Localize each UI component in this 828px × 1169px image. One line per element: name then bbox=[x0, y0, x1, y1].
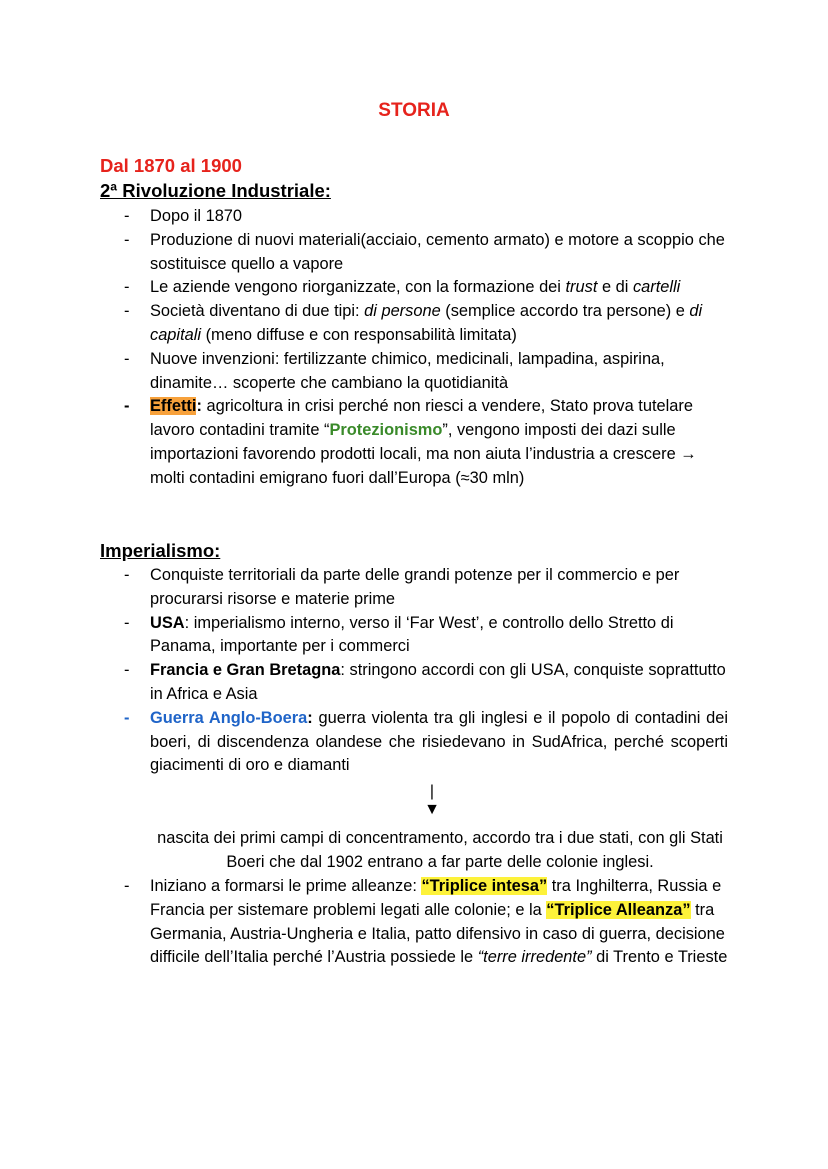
list-item-text: agricoltura in crisi perché non riesci a vendere, Stato prova tutelare lavoro contadini tramite “ bbox=[150, 397, 693, 440]
bullet-dash: - bbox=[124, 708, 130, 727]
term-di-persone: di persone bbox=[364, 302, 441, 321]
section-heading-industrial-revolution: 2ª Rivoluzione Industriale: bbox=[100, 180, 331, 201]
list-item-text: tra Germania, Austria-Ungheria e Italia, patto difensivo in caso di guerra, decisione difficile dell’Italia perché l’Austria possiede le bbox=[150, 900, 725, 967]
bullet-dash: - bbox=[124, 302, 130, 321]
term-guerra-anglo-boera: Guerra Anglo-Boera bbox=[150, 708, 308, 727]
bullet-dash: - bbox=[124, 566, 130, 584]
bullet-dash: - bbox=[124, 661, 130, 680]
arrow-line: | bbox=[429, 783, 435, 800]
list-item-text: : stringono accordi con gli USA, conquiste soprattutto in Africa e Asia bbox=[150, 661, 726, 703]
period-heading: Dal 1870 al 1900 bbox=[100, 155, 242, 176]
list-item bbox=[0, 875, 728, 970]
bullet-dash: - bbox=[124, 230, 130, 249]
term-protezionismo: Protezionismo bbox=[329, 421, 443, 440]
list-item bbox=[0, 229, 728, 277]
term-trust: trust bbox=[565, 278, 598, 297]
imperialismo-list bbox=[0, 564, 728, 778]
list-item-text: ”, vengono imposti dei dazi sulle importazioni favorendo prodotti locali, ma non aiuta l’industria a crescere → molti contadini emigrano fuori dall’Europa (≈30 mln) bbox=[150, 421, 697, 487]
list-item bbox=[0, 276, 728, 300]
list-item-text: Conquiste territoriali da parte delle grandi potenze per il commercio e per procurarsi risorse e materie prime bbox=[150, 566, 680, 608]
list-item bbox=[0, 564, 728, 612]
bullet-dash: - bbox=[124, 207, 130, 225]
list-item-text: Società diventano di due tipi: bbox=[150, 302, 365, 321]
list-item-text: Iniziano a formarsi le prime alleanze: bbox=[150, 877, 422, 895]
highlight-effetti: Effetti bbox=[150, 397, 197, 416]
label-colon: : bbox=[196, 397, 202, 416]
term-di-capitali: di capitali bbox=[150, 302, 703, 344]
term-cartelli: cartelli bbox=[632, 278, 681, 297]
list-item-text: (meno diffuse e con responsabilità limitata) bbox=[201, 325, 517, 344]
highlight-triplice-intesa: “Triplice intesa” bbox=[421, 877, 548, 895]
list-item bbox=[0, 707, 728, 778]
list-item-text: (semplice accordo tra persone) e bbox=[440, 302, 690, 321]
term-usa: USA bbox=[150, 613, 185, 632]
consequence-text: nascita dei primi campi di concentramento, accordo tra i due stati, con gli Stati Boeri che dal 1902 entrano a far parte delle colonie inglesi. bbox=[157, 829, 723, 871]
bullet-dash: - bbox=[124, 278, 130, 297]
bullet-dash: - bbox=[124, 613, 130, 632]
list-item-text: di Trento e Trieste bbox=[591, 948, 728, 967]
list-item bbox=[0, 659, 728, 707]
highlight-triplice-alleanza: “Triplice Alleanza” bbox=[546, 900, 691, 919]
term-francia-gran-bretagna: Francia e Gran Bretagna bbox=[150, 661, 341, 680]
arrow-head: ▼ bbox=[424, 801, 440, 818]
list-item-text: tra Inghilterra, Russia e Francia per sistemare problemi legati alle colonie; e la bbox=[150, 877, 722, 919]
page-title: STORIA bbox=[378, 100, 450, 121]
list-item bbox=[0, 612, 728, 660]
list-item-text: guerra violenta tra gli inglesi e il popolo di contadini dei boeri, di discendenza olandese che risiedevano in SudAfrica, perché scoperti giacimenti di oro e diamanti bbox=[150, 708, 728, 775]
down-arrow-icon bbox=[420, 783, 444, 819]
section-heading-imperialismo: Imperialismo: bbox=[100, 540, 221, 561]
bullet-dash: - bbox=[124, 397, 130, 416]
list-item-text: Dopo il 1870 bbox=[150, 207, 243, 225]
list-item-text: Nuove invenzioni: fertilizzante chimico, medicinali, lampadina, aspirina, dinamite… scoperte che cambiano la quotidianità bbox=[150, 349, 665, 392]
term-terre-irredente: “terre irredente” bbox=[477, 948, 592, 967]
list-item bbox=[0, 205, 728, 229]
bullet-dash: - bbox=[124, 877, 130, 895]
list-item-text: : imperialismo interno, verso il ‘Far West’, e controllo dello Stretto di Panama, importante per i commerci bbox=[150, 613, 674, 656]
list-item-text: Le aziende vengono riorganizzate, con la formazione dei bbox=[150, 278, 566, 297]
list-item bbox=[0, 348, 728, 396]
bullet-dash: - bbox=[124, 349, 130, 368]
list-item-text: e di bbox=[597, 278, 633, 297]
list-item bbox=[0, 395, 728, 490]
alliances-list bbox=[0, 875, 728, 970]
list-item-text: Produzione di nuovi materiali(acciaio, cemento armato) e motore a scoppio che sostituisce quello a vapore bbox=[150, 230, 725, 273]
list-item bbox=[0, 300, 728, 348]
industrial-revolution-list bbox=[0, 205, 728, 491]
label-colon: : bbox=[307, 708, 313, 727]
